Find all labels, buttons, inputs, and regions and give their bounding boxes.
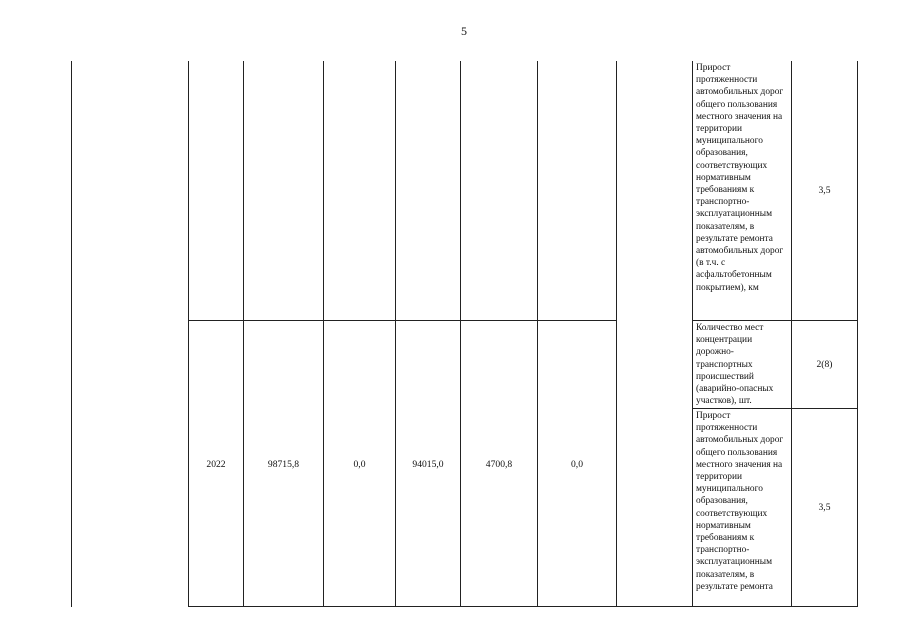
column-divider xyxy=(243,61,244,607)
indicator-name: Прирост протяженности автомобильных дорог общего пользования местного значения на территории муниципального образования, соответствующих нормативным требованиям к транспортно-эксплуатационным показателям, в результате ремонта xyxy=(696,411,784,592)
year-cell: 2022 xyxy=(206,459,226,470)
column-divider xyxy=(616,61,617,607)
column-divider xyxy=(692,61,693,607)
indicator-value: 3,5 xyxy=(818,502,831,513)
federal-budget-cell: 0,0 xyxy=(353,459,366,470)
indicator-name: Прирост протяженности автомобильных дорог общего пользования местного значения на территории муниципального образования, соответствующих нормативным требованиям к транспортно-эксплуатационным показателям, в результате ремонта автомобильных дорог (в т.ч. с асфальтобетонным покрытием), км xyxy=(696,63,784,293)
indicator-name: Количество мест концентрации дорожно-транспортных происшествий (аварийно-опасных участков), шт. xyxy=(696,323,774,407)
indicator-value: 3,5 xyxy=(818,185,831,196)
row-divider xyxy=(692,408,858,409)
column-divider xyxy=(188,61,189,607)
indicator-value: 2(8) xyxy=(816,359,833,370)
table-border-bottom xyxy=(188,606,858,607)
row-divider xyxy=(188,320,617,321)
page-number: 5 xyxy=(461,24,467,38)
column-divider xyxy=(460,61,461,607)
column-divider xyxy=(537,61,538,607)
total-funding-cell: 98715,8 xyxy=(267,459,300,470)
table-border-left xyxy=(71,61,72,607)
column-divider xyxy=(323,61,324,607)
column-divider xyxy=(395,61,396,607)
other-sources-cell: 0,0 xyxy=(571,459,583,470)
row-divider xyxy=(692,320,858,321)
regional-budget-cell: 94015,0 xyxy=(412,459,444,470)
local-budget-cell: 4700,8 xyxy=(485,459,513,470)
column-divider xyxy=(791,61,792,607)
table-border-right xyxy=(857,61,858,607)
